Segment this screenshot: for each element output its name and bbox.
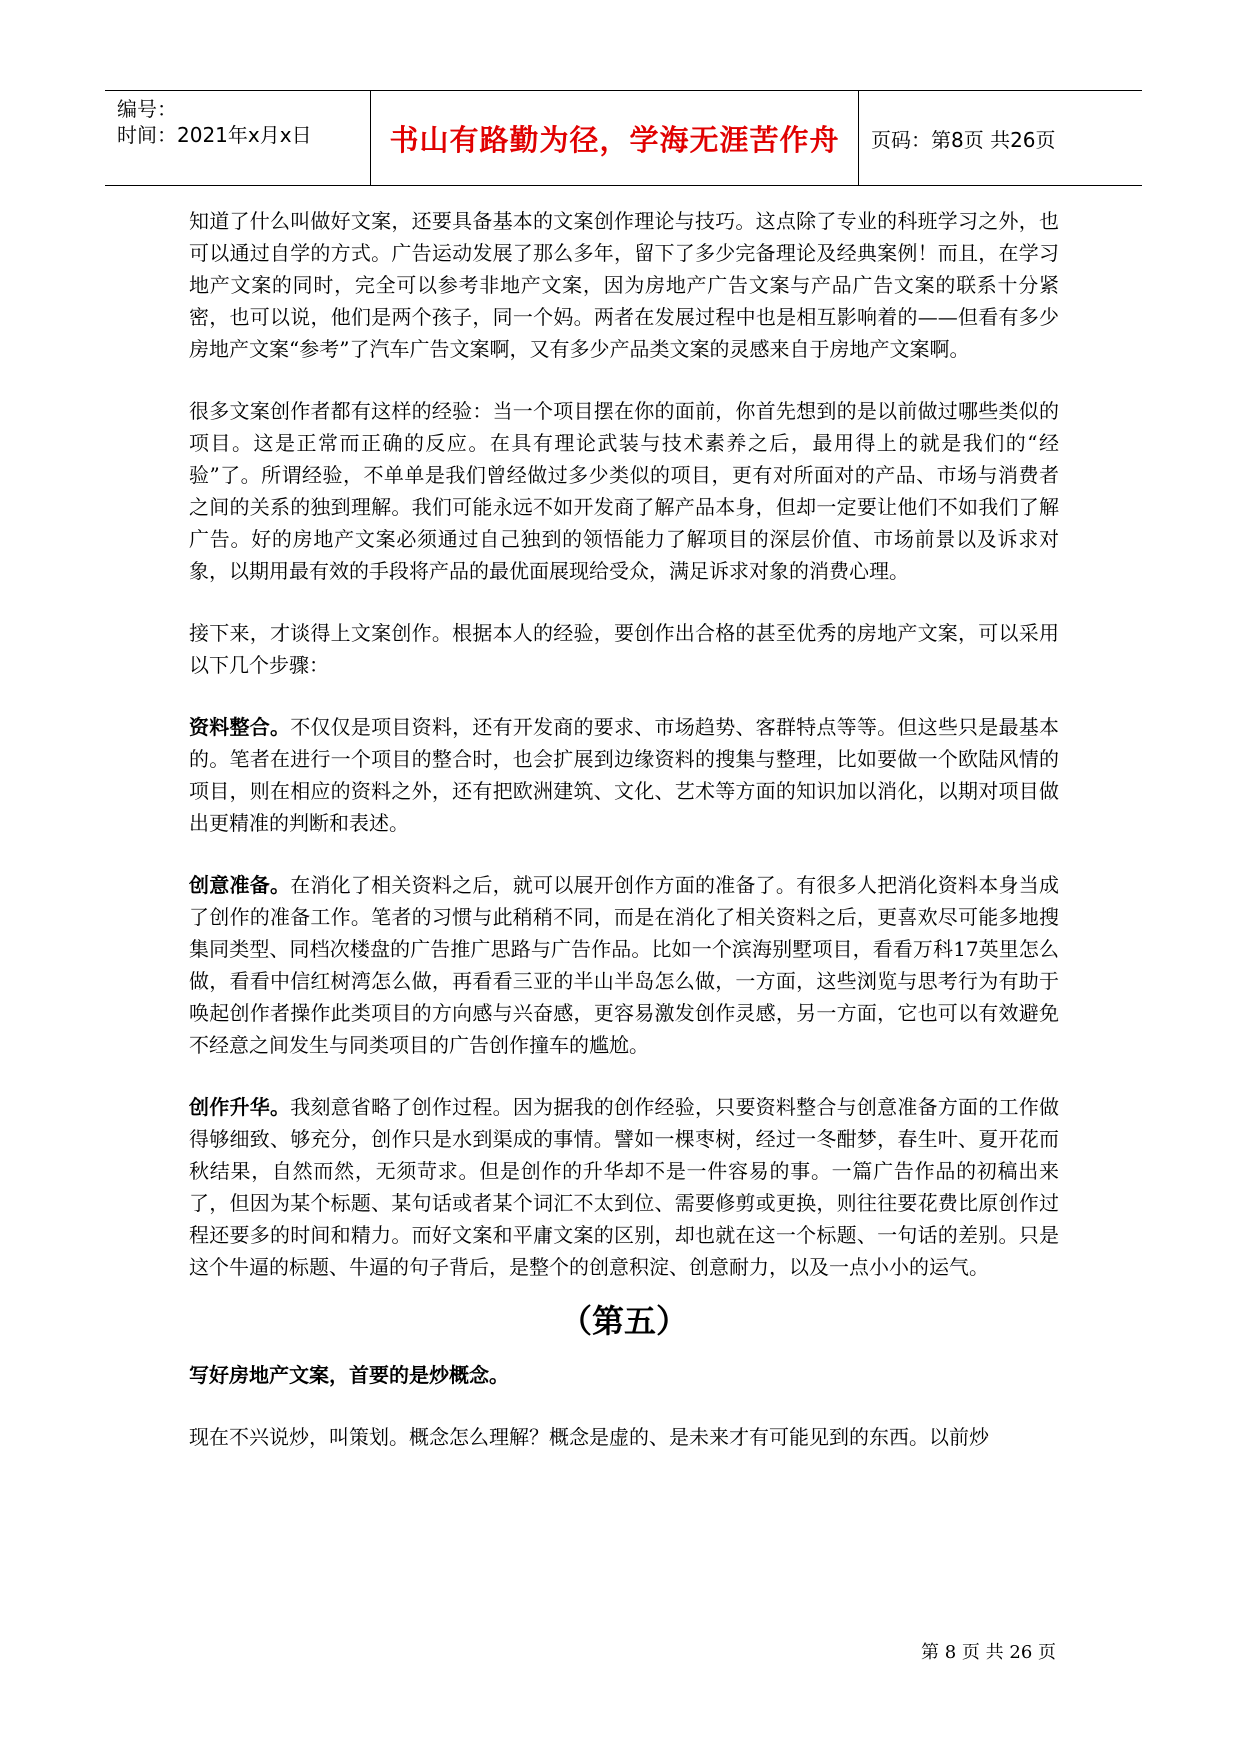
header-motto-cell bbox=[371, 91, 859, 185]
section-last-line: 现在不兴说炒，叫策划。概念怎么理解？概念是虚的、是未来才有可能见到的东西。以前炒 bbox=[189, 1425, 989, 1449]
paragraph-text: 知道了什么叫做好文案，还要具备基本的文案创作理论与技巧。这点除了专业的科班学习之外，也可以通过自学的方式。广告运动发展了那么多年，留下了多少完备理论及经典案例！而且，在学习地产文案的同时，完全可以参考非地产文案，因为房地产广告文案与产品广告文案的联系十分紧密，也可以说，他们是两个孩子，同一个妈。两者在发展过程中也是相互影响着的——但看有多少房地产文案“参考”了汽车广告文案啊，又有多少产品类文案的灵感来自于房地产文案啊。 bbox=[189, 209, 1059, 361]
paragraph-lead: 资料整合。 bbox=[189, 715, 291, 739]
header-meta-cell bbox=[105, 91, 371, 185]
paragraph bbox=[189, 617, 1059, 681]
page-footer: 第 8 页 共 26 页 bbox=[921, 1642, 1056, 1663]
paragraph-lead: 创意准备。 bbox=[189, 873, 291, 897]
section-title: （第五） bbox=[559, 1302, 688, 1340]
paragraph bbox=[189, 711, 1059, 839]
paragraph bbox=[189, 869, 1059, 1061]
paragraph-text: 很多文案创作者都有这样的经验：当一个项目摆在你的面前，你首先想到的是以前做过哪些类似的项目。这是正常而正确的反应。在具有理论武装与技术素养之后，最用得上的就是我们的“经验”了。所谓经验，不单单是我们曾经做过多少类似的项目，更有对所面对的产品、市场与消费者之间的关系的独到理解。我们可能永远不如开发商了解产品本身，但却一定要让他们不如我们了解广告。好的房地产文案必须通过自己独到的领悟能力了解项目的深层价值、市场前景以及诉求对象，以期用最有效的手段将产品的最优面展现给受众，满足诉求对象的消费心理。 bbox=[189, 399, 1059, 583]
paragraph bbox=[189, 395, 1059, 587]
header-page-cell bbox=[859, 91, 1142, 185]
time-label: 时间：2021年x月x日 bbox=[117, 123, 312, 147]
section-bold-line: 写好房地产文案，首要的是炒概念。 bbox=[189, 1363, 509, 1387]
paragraph-text: 不仅仅是项目资料，还有开发商的要求、市场趋势、客群特点等等。但这些只是最基本的。笔者在进行一个项目的整合时，也会扩展到边缘资料的搜集与整理，比如要做一个欧陆风情的项目，则在相应的资料之外，还有把欧洲建筑、文化、艺术等方面的知识加以消化，以期对项目做出更精准的判断和表述。 bbox=[189, 715, 1060, 835]
page-header bbox=[105, 90, 1142, 186]
motto-text: 书山有路勤为径，学海无涯苦作舟 bbox=[389, 122, 840, 157]
paragraph-text: 在消化了相关资料之后，就可以展开创作方面的准备了。有很多人把消化资料本身当成了创作的准备工作。笔者的习惯与此稍稍不同，而是在消化了相关资料之后，更喜欢尽可能多地搜集同类型、同档次楼盘的广告推广思路与广告作品。比如一个滨海别墅项目，看看万科17英里怎么做，看看中信红树湾怎么做，再看看三亚的半山半岛怎么做，一方面，这些浏览与思考行为有助于唤起创作者操作此类项目的方向感与兴奋感，更容易激发创作灵感，另一方面，它也可以有效避免不经意之间发生与同类项目的广告创作撞车的尴尬。 bbox=[189, 873, 1060, 1057]
number-label: 编号： bbox=[117, 97, 177, 121]
paragraph bbox=[189, 1091, 1059, 1283]
paragraph bbox=[189, 205, 1059, 365]
paragraph-lead: 创作升华。 bbox=[189, 1095, 291, 1119]
paragraph-text: 我刻意省略了创作过程。因为据我的创作经验，只要资料整合与创意准备方面的工作做得够细致、够充分，创作只是水到渠成的事情。譬如一棵枣树，经过一冬酣梦，春生叶、夏开花而秋结果，自然而然，无须苛求。但是创作的升华却不是一件容易的事。一篇广告作品的初稿出来了，但因为某个标题、某句话或者某个词汇不太到位、需要修剪或更换，则往往要花费比原创作过程还要多的时间和精力。而好文案和平庸文案的区别，却也就在这一个标题、一句话的差别。只是这个牛逼的标题、牛逼的句子背后，是整个的创意积淀、创意耐力，以及一点小小的运气。 bbox=[189, 1095, 1060, 1279]
page-info: 页码：第8页 共26页 bbox=[871, 127, 1056, 152]
document-body bbox=[189, 205, 1059, 1453]
paragraph-text: 接下来，才谈得上文案创作。根据本人的经验，要创作出合格的甚至优秀的房地产文案，可以采用以下几个步骤： bbox=[189, 621, 1059, 677]
